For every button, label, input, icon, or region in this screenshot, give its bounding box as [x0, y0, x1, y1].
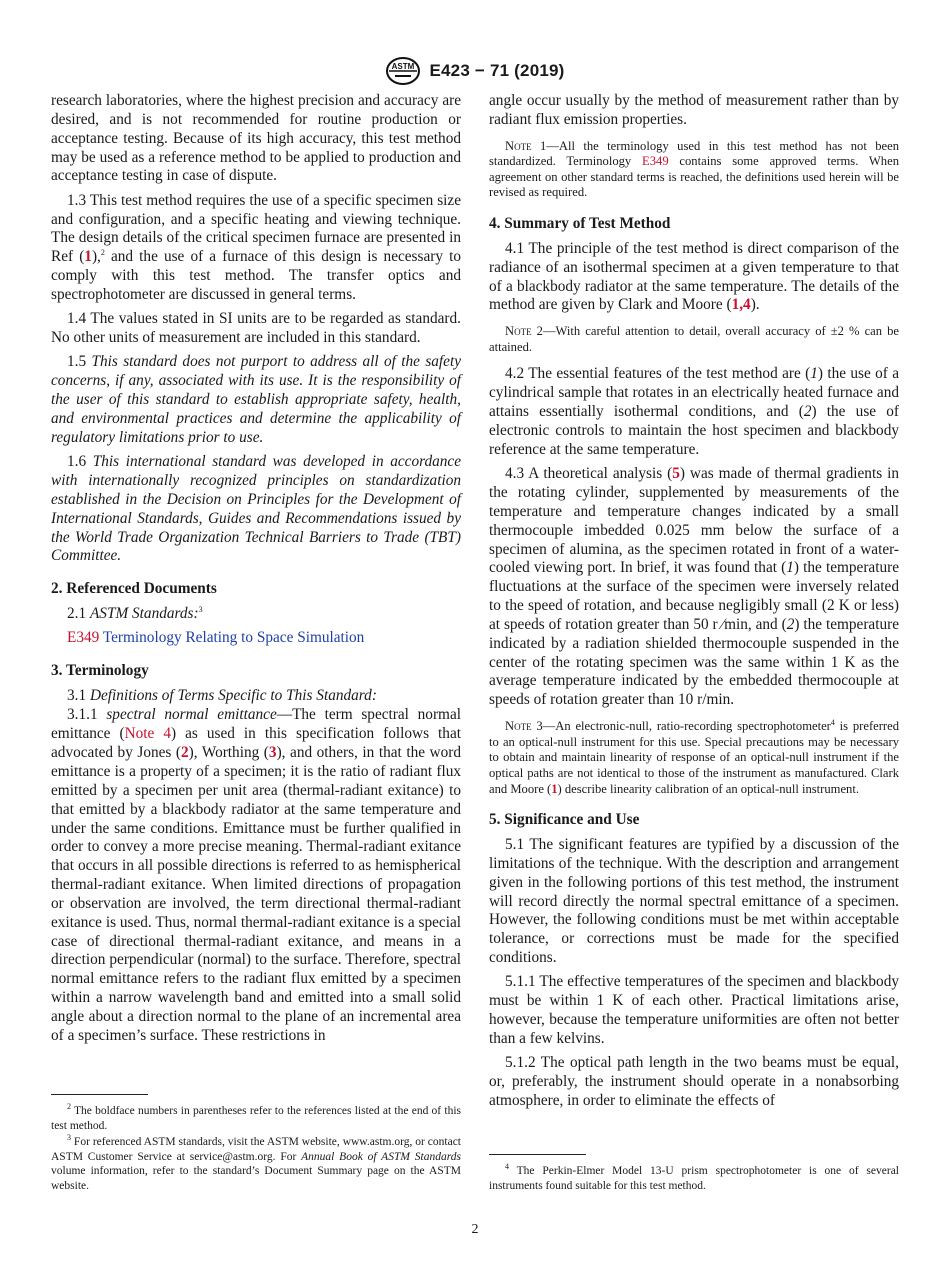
document-designation: E423 − 71 (2019) — [429, 61, 565, 80]
referenced-document-e349[interactable] — [51, 629, 461, 648]
paragraph-5-1: 5.1 The significant features are typified by a discussion of the limitations of the technique. With the description and arrangement given in the following portions of this test method, the instrument will record directly the normal spectral emittance of a specimen. However, the following conditions must be met within acceptable tolerance, or corrections must be made for the specified conditions. — [489, 835, 899, 967]
paragraph-4-1: 4.1 The principle of the test method is direct comparison of the radiance of an isothermal specimen at a given temperature to that of a blackbody radiator at the same temperature. The details of the method are given by Clark and Moore (1,4). — [489, 239, 899, 314]
footnote-ref-4[interactable]: 4 — [830, 717, 835, 727]
svg-text:ASTM: ASTM — [392, 62, 415, 71]
paragraph-1-3: 1.3 This test method requires the use of a specific specimen size and configuration, and a specific heating and viewing technique. The design details of the critical specimen furnace are presented in Ref (1),$^2$ and the use of a furnace of this design is necessary to comply with this test method. The transfer optics and spectrophotometer are discussed in general terms. — [51, 191, 461, 303]
footnote-2: $^2$ The boldface numbers in parentheses refer to the references listed at the end of this test method. — [51, 1102, 461, 1132]
paragraph-1-5: 1.5 This standard does not purport to address all of the safety concerns, if any, associated with its use. It is the responsibility of the user of this standard to establish appropriate safety, health, and environmental practices and determine the applicability of regulatory limitations prior to use. — [51, 353, 462, 446]
paragraph-3-1-1-continued: angle occur usually by the method of measurement rather than by radiant flux emission properties. — [489, 92, 899, 128]
paragraph-3-1: 3.1 Definitions of Terms Specific to This Standard: — [67, 687, 377, 705]
footnote-4: $^4$ The Perkin-Elmer Model 13-U prism spectrophotometer is one of several instruments found suitable for this test method. — [489, 1162, 899, 1192]
paragraph-3-1-1: 3.1.1 spectral normal emittance—The term spectral normal emittance (Note 4) as used in this specification follows that advocated by Jones (2), Worthing (3), and others, in that the word emittance is a property of a specimen; it is the ratio of radiant flux emitted by a specimen per unit area (thermal-radiant exitance) to that emitted by a blackbody radiator at the same temperature and under the same conditions. Emittance must be further qualified in order to convey a more precise meaning. Thermal-radiant exitance that occurs in all possible directions is referred to as hemispherical thermal-radiant exitance. When limited directions of propagation or observation are involved, the term directional thermal-radiant exitance is used. Thus, normal thermal-radiant exitance is a special case of directional thermal-radiant exitance, and means in a direction perpendicular (normal) to the surface. Therefore, spectral normal emittance refers to the radiant flux emitted by a specimen within a narrow wavelength band and emitted into a small solid angle about a direction normal to the plane of an incremental area of a specimen’s surface. These restrictions in — [51, 706, 461, 1044]
e349-code-link[interactable]: E349 — [67, 629, 100, 647]
page-header — [0, 56, 950, 91]
footnotes-left — [51, 1094, 461, 1196]
left-column — [51, 92, 461, 1051]
reference-link-1b[interactable]: 1 — [551, 781, 558, 796]
note-4-link[interactable]: Note 4 — [124, 725, 171, 743]
paragraph-5-1-2: 5.1.2 The optical path length in the two beams must be equal, or, preferably, the instrument should operate in a nonabsorbing atmosphere, in order to eliminate the effects of — [489, 1054, 899, 1109]
footnote-3: $^3$ For referenced ASTM standards, visit the ASTM website, www.astm.org, or contact ASTM Customer Service at service@astm.org. For Annual Book of ASTM Standards volume information, refer to the standard’s Document Summary page on the ASTM website. — [51, 1133, 461, 1192]
section-heading-summary: 4. Summary of Test Method — [489, 215, 671, 233]
page-number: 2 — [471, 1222, 479, 1237]
reference-link-2[interactable]: 2 — [181, 744, 189, 762]
note-1: Note 1—All the terminology used in this test method has not been standardized. Terminology E349 contains some approved terms. When agreement on other standard terms is reached, the definitions used herein will be revised as required. — [489, 138, 899, 200]
paragraph-5-1-1: 5.1.1 The effective temperatures of the specimen and blackbody must be within 1 K of each other. Practical limitations arise, however, because the temperature uniformities are often not better than a few kelvins. — [489, 973, 899, 1047]
paragraph-1-6: 1.6 This international standard was developed in accordance with internationally recognized principles on standardization established in the Decision on Principles for the Development of International Standards, Guides and Recommendations issued by the World Trade Organization Technical Barriers to Trade (TBT) Committee. — [51, 453, 461, 565]
paragraph-intro-continued: research laboratories, where the highest precision and accuracy are desired, and is not recommended for routine production or acceptance testing. Because of its high accuracy, this test method may be used as a reference method to be applied to production and acceptance testing in case of dispute. — [51, 92, 461, 185]
section-heading-terminology: 3. Terminology — [51, 662, 149, 680]
note-2: Note 2—With careful attention to detail, overall accuracy of ±2 % can be attained. — [489, 324, 899, 354]
right-column — [489, 92, 899, 1116]
footnote-divider-right — [489, 1154, 586, 1155]
paragraph-4-2: 4.2 The essential features of the test method are (1) the use of a cylindrical sample that rotates in an electrically heated furnace and attains essentially isothermal conditions, and (2) the use of electronic controls to maintain the host specimen and blackbody reference at the same temperature. — [489, 365, 900, 458]
footnote-ref-2[interactable]: 2 — [100, 248, 105, 258]
note-3: Note 3—An electronic-null, ratio-recording spectrophotometer$^4$ is preferred to an optical-null instrument for this use. Special precautions may be necessary to obtain and maintain linearity of response of an optical-null instrument if the optical paths are not identical to those of the instrument as manufactured. Clark and Moore (1) describe linearity calibration of an optical-null instrument. — [489, 717, 899, 796]
footnote-divider — [51, 1094, 148, 1095]
astm-logo-icon — [385, 56, 421, 86]
footnote-ref-3[interactable]: 3 — [198, 605, 203, 614]
paragraph-1-4: 1.4 The values stated in SI units are to be regarded as standard. No other units of measurement are included in this standard. — [51, 310, 461, 347]
section-heading-significance: 5. Significance and Use — [489, 811, 640, 829]
e349-title-link[interactable]: Terminology Relating to Space Simulation — [99, 629, 365, 647]
reference-link-1-4[interactable]: 1,4 — [731, 296, 751, 314]
note1-e349-link[interactable]: E349 — [642, 154, 669, 169]
section-heading-referenced-documents: 2. Referenced Documents — [51, 580, 217, 598]
reference-link-3[interactable]: 3 — [268, 744, 277, 762]
paragraph-2-1: 2.1 ASTM Standards:$^3$ — [67, 605, 203, 623]
paragraph-4-3: 4.3 A theoretical analysis (5) was made of thermal gradients in the rotating cylinder, supplemented by measurements of the temperature and temperature changes indicated by a small thermocouple imbedded 0.025 mm below the surface of a specimen of alumina, as the specimen rotated in front of a water-cooled viewing port. In brief, it was found that (1) the temperature fluctuations at the surface of the specimen were inversely related to the speed of rotation, and because negligibly small (2 K or less) at speeds of rotation greater than 50 r ⁄min, and (2) the temperature indicated by a radiation shielded thermocouple suspended in the center of the rotating specimen was the same within 1 K as the average temperature indicated by the embedded thermocouple at speeds of rotation greater than 10 r/min. — [489, 465, 899, 709]
reference-link-5[interactable]: 5 — [672, 465, 680, 483]
reference-link-1[interactable]: 1 — [84, 248, 92, 266]
footnotes-right — [489, 1154, 899, 1195]
